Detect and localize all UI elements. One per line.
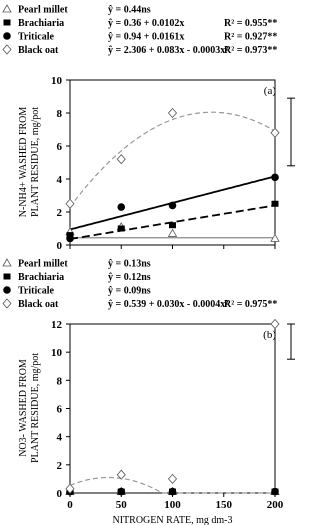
data-point <box>169 202 177 210</box>
legend-label: Pearl millet <box>18 258 68 270</box>
data-point <box>117 203 125 211</box>
legend-r2: R² = 0.975** <box>224 299 278 310</box>
data-point <box>271 320 279 329</box>
legend-label: Pearl millet <box>18 4 68 16</box>
legend-r2: R² = 0.955** <box>224 18 278 29</box>
data-point <box>271 174 279 182</box>
legend-equation: ŷ = 0.539 + 0.030x - 0.0004x² <box>108 299 229 310</box>
legend-label: Triticale <box>18 31 54 43</box>
legend-marker <box>3 32 11 40</box>
legend-equation: ŷ = 0.44ns <box>108 4 151 16</box>
legend-equation: ŷ = 2.306 + 0.083x - 0.0003x² <box>108 45 229 56</box>
data-point <box>271 488 279 496</box>
y-tick-label: 10 <box>51 75 62 87</box>
data-point <box>169 222 176 228</box>
x-tick-label: 50 <box>115 499 127 511</box>
y-tick-label: 6 <box>56 141 62 153</box>
y-tick-label: 4 <box>56 431 62 444</box>
data-point <box>66 199 74 208</box>
data-point <box>169 229 177 236</box>
legend-marker <box>4 20 11 26</box>
y-axis-label-line: N-NH4+ WASHED FROM <box>18 106 29 218</box>
data-point <box>118 226 125 232</box>
legend-marker <box>3 5 11 12</box>
plot-frame <box>70 324 275 493</box>
x-tick-label: 200 <box>266 499 284 511</box>
legend-label: Brachiaria <box>18 18 65 29</box>
y-tick-label: 6 <box>56 403 62 416</box>
data-point <box>169 109 177 118</box>
x-tick-label: 100 <box>164 499 181 511</box>
panel-label: (b) <box>263 329 276 341</box>
legend-r2: R² = 0.927** <box>224 31 278 43</box>
y-tick-label: 2 <box>56 207 62 219</box>
x-tick-label: 150 <box>215 499 232 511</box>
legend-marker <box>3 299 11 308</box>
legend-label: Triticale <box>18 285 54 297</box>
x-axis-label: NITROGEN RATE, mg dm-3 <box>112 515 233 525</box>
legend-r2: R² = 0.973** <box>224 45 278 56</box>
data-point <box>169 488 177 496</box>
legend-equation: ŷ = 0.09ns <box>108 285 151 297</box>
data-point <box>272 201 279 207</box>
y-tick-label: 10 <box>51 347 62 360</box>
y-tick-label: 8 <box>56 375 62 388</box>
x-tick-label: 0 <box>67 499 73 511</box>
y-axis-label <box>18 107 41 218</box>
legend-label: Brachiaria <box>18 272 65 283</box>
y-tick-label: 2 <box>56 459 62 472</box>
y-tick-label: 8 <box>56 108 62 120</box>
y-axis-label-line: NO3- WASHED FROM <box>18 359 29 457</box>
data-point <box>169 474 177 483</box>
y-tick-label: 4 <box>56 174 62 186</box>
data-point <box>117 155 125 164</box>
fit-line <box>70 112 275 207</box>
y-axis-label-line: PLANT RESIDUE, mg/pot <box>30 106 41 218</box>
y-tick-label: 0 <box>56 488 62 500</box>
legend-marker <box>3 286 11 294</box>
legend-equation: ŷ = 0.13ns <box>108 258 151 270</box>
legend-label: Black oat <box>18 45 59 56</box>
legend-equation: ŷ = 0.12ns <box>108 272 151 283</box>
y-tick-label: 0 <box>56 240 62 252</box>
y-axis-label-line: PLANT RESIDUE, mg/pot <box>30 352 41 464</box>
legend-marker <box>3 259 11 266</box>
data-point <box>117 488 125 496</box>
legend-equation: ŷ = 0.36 + 0.0102x <box>108 18 185 29</box>
legend-marker <box>4 274 11 280</box>
legend-label: Black oat <box>18 299 59 310</box>
panel-label: (a) <box>263 85 276 97</box>
plot-frame <box>70 80 275 245</box>
y-axis-label <box>18 353 41 463</box>
legend-equation: ŷ = 0.94 + 0.0161x <box>108 31 185 43</box>
y-tick-label: 12 <box>51 319 62 331</box>
data-point <box>66 235 74 243</box>
legend-marker <box>3 45 11 54</box>
